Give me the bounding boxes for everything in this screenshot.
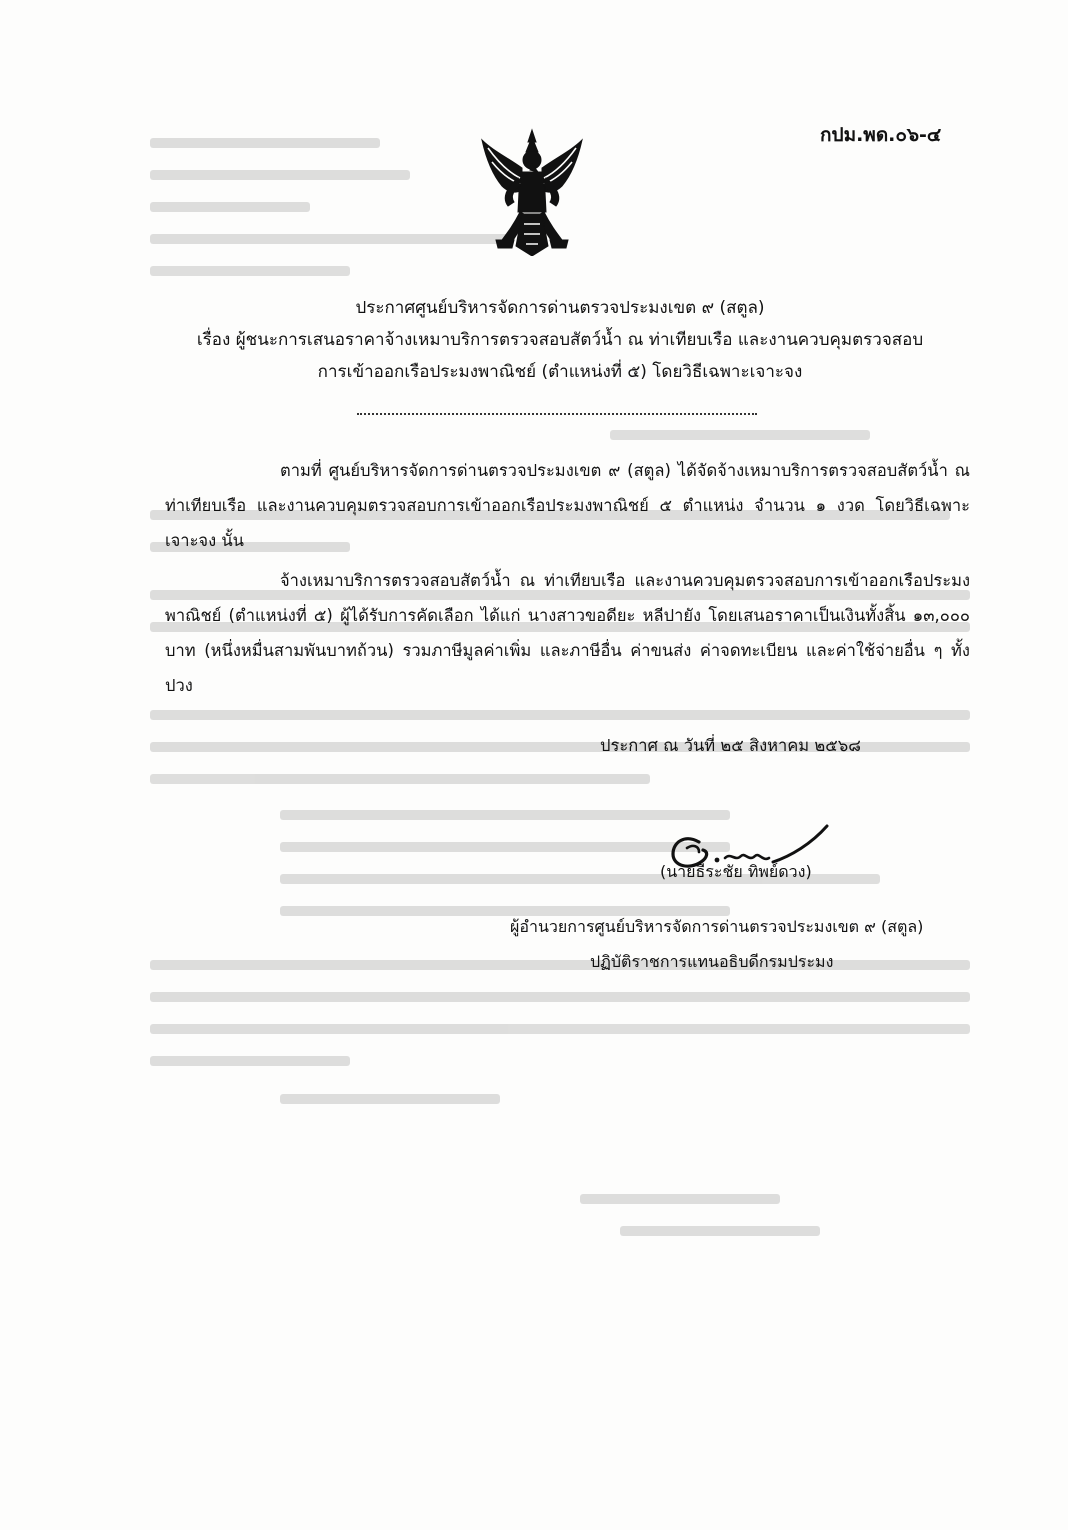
- form-code: กปม.พด.๐๖-๔: [820, 124, 942, 146]
- garuda-emblem-icon: [478, 128, 586, 256]
- announcement-subject-line-2: การเข้าออกเรือประมงพาณิชย์ (ตำแหน่งที่ ๕) โดยวิธีเฉพาะเจาะจง: [317, 362, 803, 382]
- body-paragraph-2-text: จ้างเหมาบริการตรวจสอบสัตว์น้ำ ณ ท่าเทียบเรือ และงานควบคุมตรวจสอบการเข้าออกเรือประมงพาณิชย์ (ตำแหน่งที่ ๕) ผู้ได้รับการคัดเลือก ได้แก่ นางสาวขอดียะ หลีปายัง โดยเสนอราคาเป็นเงินทั้งสิ้น ๑๓,๐๐๐ บาท (หนึ่งหมื่นสามพันบาทถ้วน) รวมภาษีมูลค่าเพิ่ม และภาษีอื่น ค่าขนส่ง ค่าจดทะเบียน และค่าใช้จ่ายอื่น ๆ ทั้งปวง: [165, 571, 970, 695]
- announcement-title: ประกาศศูนย์บริหารจัดการด่านตรวจประมงเขต ๙ (สตูล): [355, 298, 765, 318]
- dotted-divider: [357, 397, 757, 415]
- announcement-date: ประกาศ ณ วันที่ ๒๕ สิงหาคม ๒๕๖๘: [600, 736, 861, 755]
- signer-acting-title: ปฏิบัติราชการแทนอธิบดีกรมประมง: [590, 952, 834, 971]
- signer-position: ผู้อำนวยการศูนย์บริหารจัดการด่านตรวจประมงเขต ๙ (สตูล): [510, 917, 924, 936]
- announcement-subject-line-1: เรื่อง ผู้ชนะการเสนอราคาจ้างเหมาบริการตรวจสอบสัตว์น้ำ ณ ท่าเทียบเรือ และงานควบคุมตรวจสอบ: [196, 330, 924, 350]
- announcement-header: [150, 292, 970, 388]
- body-paragraph-1: [165, 453, 970, 558]
- signer-name: (นายธีระชัย ทิพย์ดวง): [660, 862, 812, 881]
- body-paragraph-2: [165, 563, 970, 703]
- body-paragraph-1-text: ตามที่ ศูนย์บริหารจัดการด่านตรวจประมงเขต ๙ (สตูล) ได้จัดจ้างเหมาบริการตรวจสอบสัตว์น้ำ ณ ท่าเทียบเรือ และงานควบคุมตรวจสอบการเข้าออกเรือประมงพาณิชย์ ๕ ตำแหน่ง จำนวน ๑ งวด โดยวิธีเฉพาะเจาะจง นั้น: [165, 461, 970, 550]
